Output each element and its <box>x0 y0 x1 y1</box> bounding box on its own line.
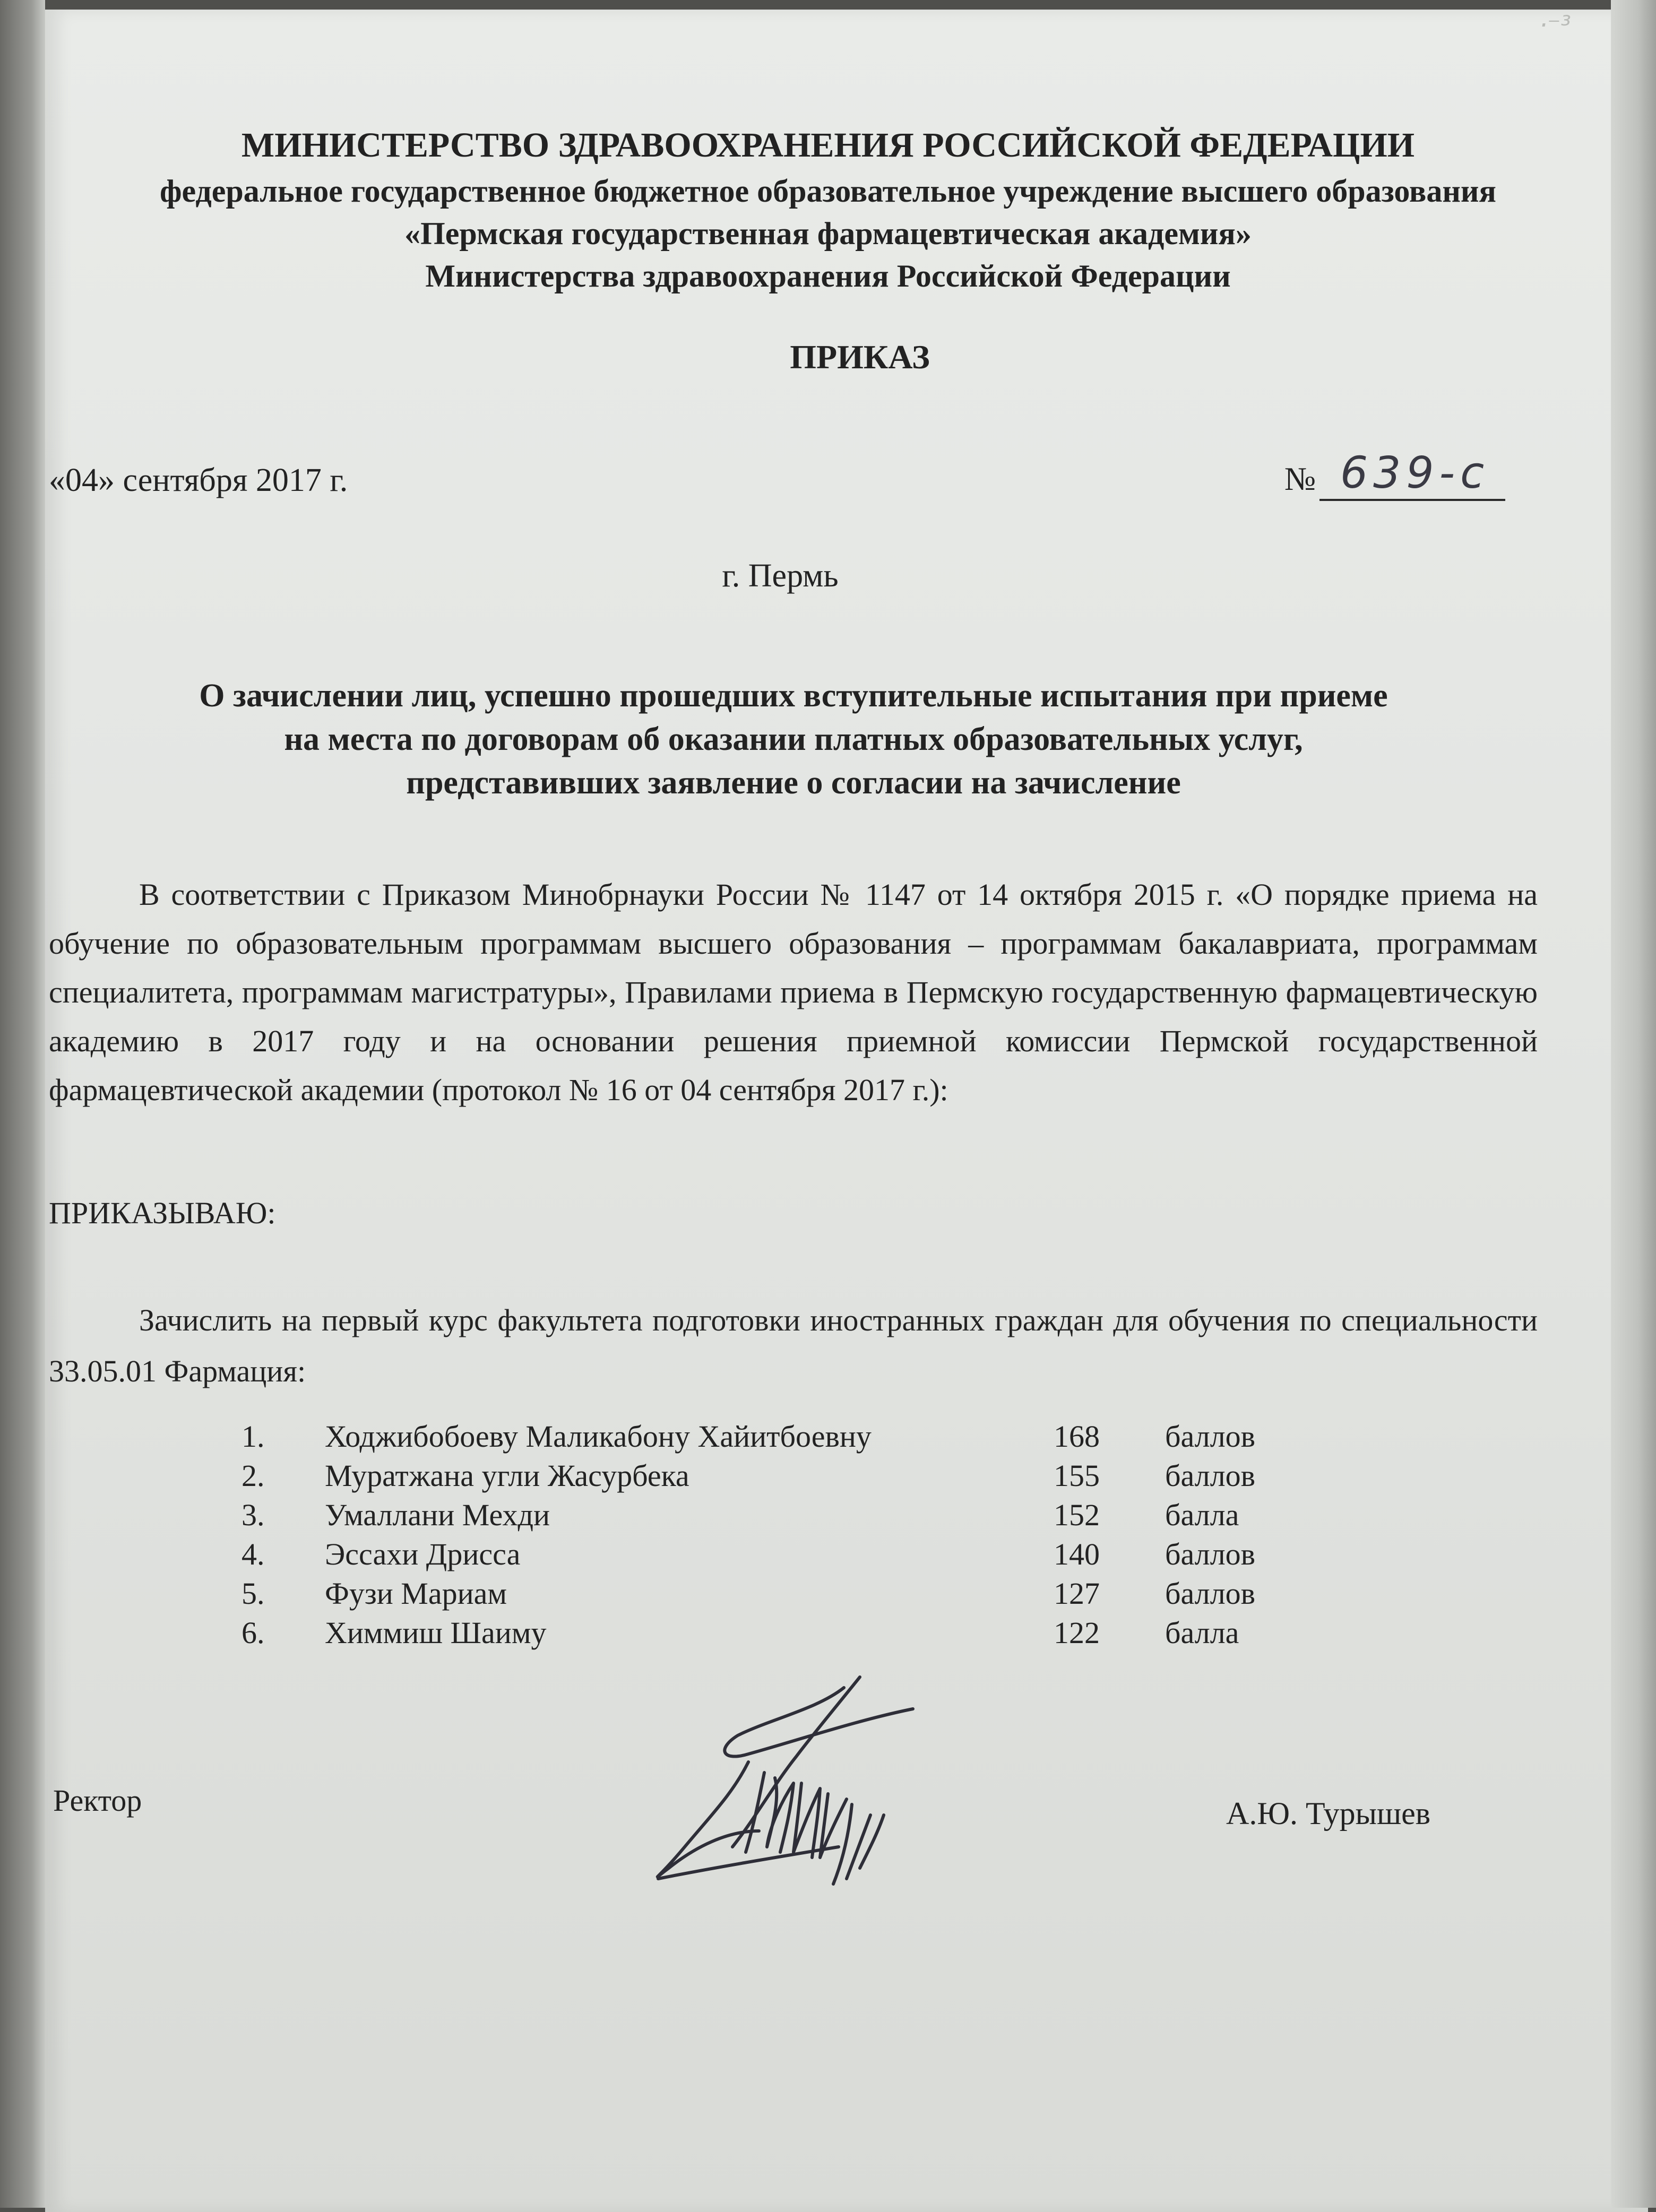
institution-type: федеральное государственное бюджетное образовательное учреждение высшего образования <box>160 174 1496 209</box>
list-item <box>0 1417 1656 1456</box>
student-score: 152 <box>1054 1498 1100 1532</box>
score-unit: баллов <box>1165 1458 1256 1493</box>
list-item <box>0 1496 1656 1535</box>
enrollment-paragraph: Зачислить на первый курс факультета подготовки иностранных граждан для обучения по специальности 33.05.01 Фармация: <box>49 1303 1538 1388</box>
student-name: Химмиш Шаиму <box>325 1615 547 1650</box>
ministry-header: МИНИСТЕРСТВО ЗДРАВООХРАНЕНИЯ РОССИЙСКОЙ ФЕДЕРАЦИИ <box>241 126 1415 165</box>
list-item <box>0 1574 1656 1613</box>
institution-name: «Пермская государственная фармацевтическая академия» <box>404 216 1252 251</box>
corner-pencil-mark: ·⁻³ <box>1539 11 1571 40</box>
order-city: г. Пермь <box>722 558 839 594</box>
student-name: Муратжана угли Жасурбека <box>325 1458 689 1493</box>
signatory-position: Ректор <box>53 1783 142 1818</box>
order-number-handwritten: 639-с <box>1340 448 1490 498</box>
paper-right-edge <box>1611 0 1656 2208</box>
list-item-number: 6. <box>242 1615 265 1650</box>
student-score: 155 <box>1054 1458 1100 1493</box>
score-unit: баллов <box>1165 1419 1256 1454</box>
score-unit: балла <box>1165 1498 1239 1532</box>
student-name: Умаллани Мехди <box>325 1498 550 1532</box>
signatory-name: А.Ю. Турышев <box>1226 1796 1431 1831</box>
order-date: «04» сентября 2017 г. <box>49 462 348 498</box>
decree-word: ПРИКАЗЫВАЮ: <box>49 1196 276 1230</box>
list-item-number: 5. <box>242 1576 265 1611</box>
list-item <box>0 1613 1656 1653</box>
score-unit: баллов <box>1165 1537 1256 1571</box>
order-number-label: № <box>1284 461 1316 497</box>
list-item <box>0 1535 1656 1574</box>
list-item-number: 3. <box>242 1498 265 1532</box>
list-item <box>0 1456 1656 1496</box>
list-item-number: 2. <box>242 1458 265 1493</box>
list-item-number: 1. <box>242 1419 265 1454</box>
student-score: 168 <box>1054 1419 1100 1454</box>
subject-line-2: на места по договорам об оказании платных образовательных услуг, <box>284 721 1303 757</box>
rector-signature <box>637 1656 945 1900</box>
student-score: 140 <box>1054 1537 1100 1571</box>
student-score: 122 <box>1054 1615 1100 1650</box>
subject-line-3: представивших заявление о согласии на зачисление <box>406 765 1181 801</box>
subject-line-1: О зачислении лиц, успешно прошедших вступительные испытания при приеме <box>199 678 1388 714</box>
student-score: 127 <box>1054 1576 1100 1611</box>
desk-edge <box>0 0 45 2208</box>
order-number-underline <box>1319 499 1505 501</box>
student-name: Ходжибобоеву Маликабону Хайитбоевну <box>325 1419 872 1454</box>
order-title: ПРИКАЗ <box>790 338 930 376</box>
score-unit: балла <box>1165 1615 1239 1650</box>
student-name: Фузи Мариам <box>325 1576 507 1611</box>
score-unit: баллов <box>1165 1576 1256 1611</box>
student-name: Эссахи Дрисса <box>325 1537 521 1571</box>
institution-subordination: Министерства здравоохранения Российской Федерации <box>425 258 1231 293</box>
preamble-paragraph: В соответствии с Приказом Минобрнауки России № 1147 от 14 октября 2015 г. «О порядке приема на обучение по образовательным программам высшего образования – программам бакалавриата, программам специалитета, программам магистратуры», Правилами приема в Пермскую государственную фармацевтическую академию в 2017 году и на основании решения приемной комиссии Пермской государственной фармацевтической академии (протокол № 16 от 04 сентября 2017 г.): <box>49 877 1538 1107</box>
list-item-number: 4. <box>242 1537 265 1571</box>
